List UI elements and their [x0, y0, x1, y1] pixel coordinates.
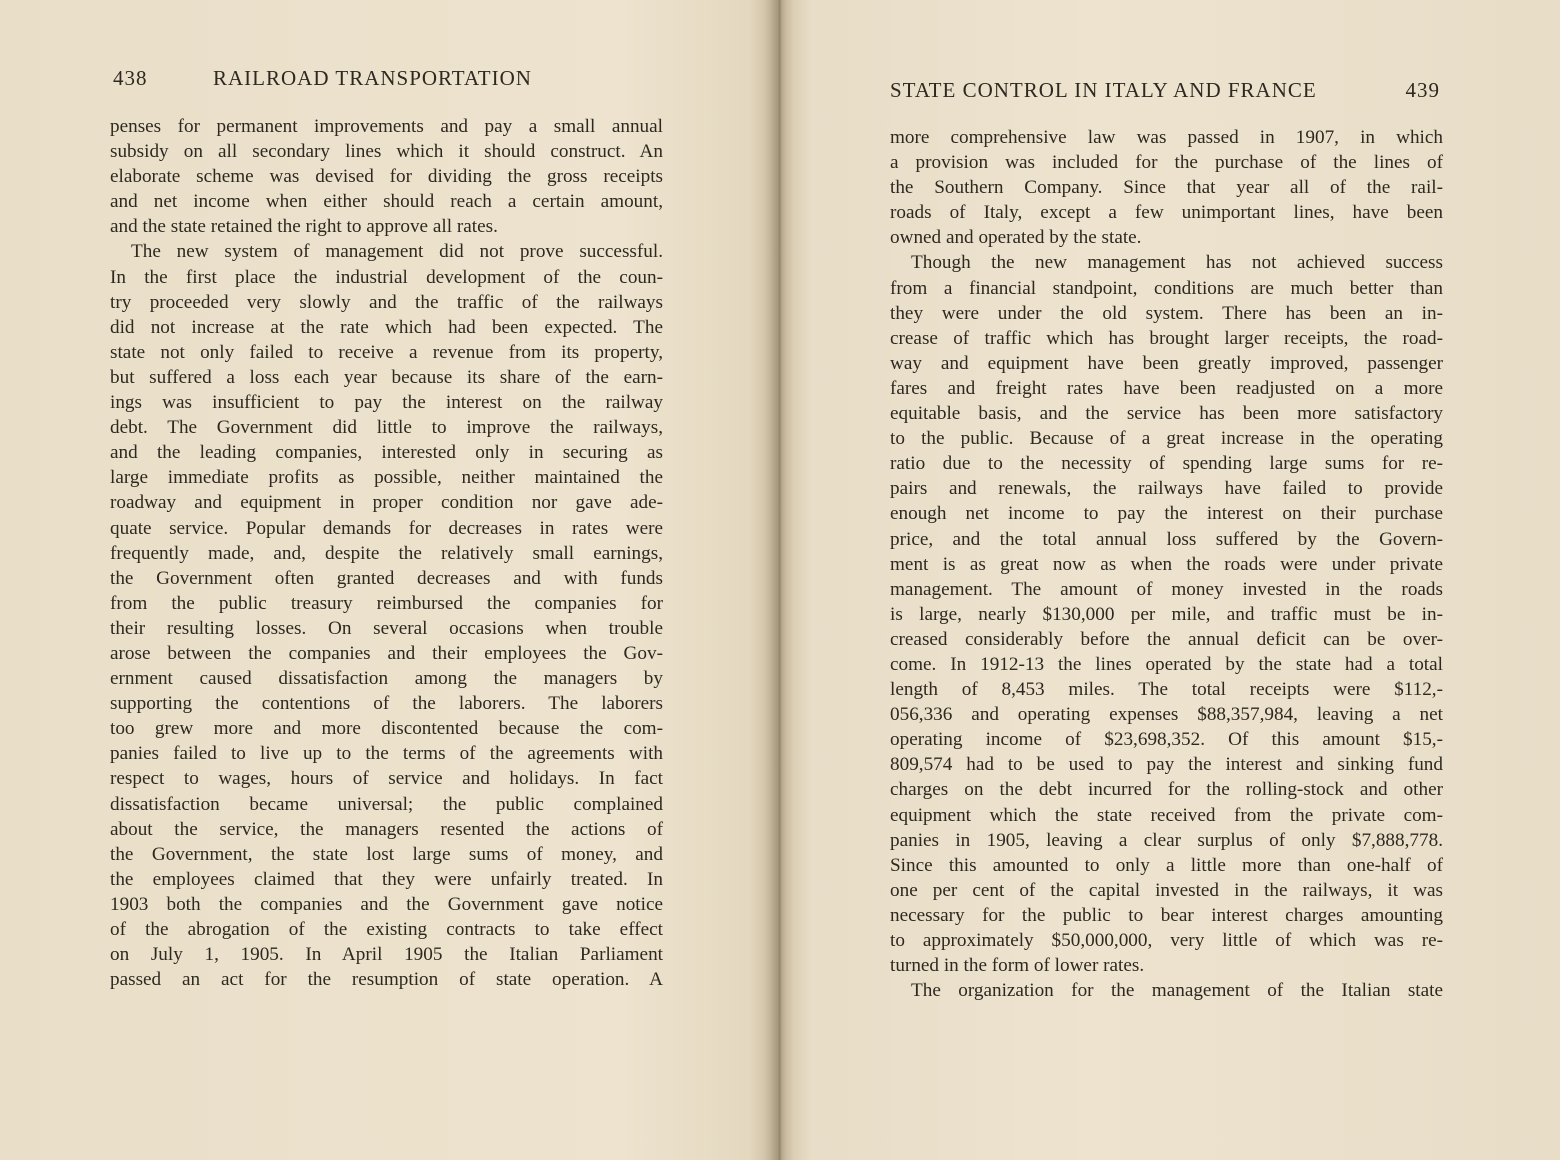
text-line: come. In 1912-13 the lines operated by the state had a total [890, 653, 1443, 675]
left-page-number: 438 [113, 66, 148, 90]
text-line: crease of traffic which has brought larger receipts, the road- [890, 327, 1443, 349]
text-line: did not increase at the rate which had been expected. The [110, 316, 663, 338]
text-line: equipment which the state received from the private com- [890, 804, 1443, 826]
text-line: from the public treasury reimbursed the companies for [110, 592, 663, 614]
text-line: arose between the companies and their employees the Gov- [110, 642, 663, 664]
right-running-title: STATE CONTROL IN ITALY AND FRANCE [890, 78, 1317, 102]
text-line: fares and freight rates have been readjusted on a more [890, 377, 1443, 399]
text-line: panies failed to live up to the terms of the agreements with [110, 743, 663, 765]
text-line: from a financial standpoint, conditions are much better than [890, 277, 1443, 299]
text-line: about the service, the managers resented the actions of [110, 818, 663, 840]
right-body-text [890, 125, 1443, 1003]
text-line: and the state retained the right to approve all rates. [110, 216, 498, 238]
text-line: equitable basis, and the service has been more satisfactory [890, 403, 1443, 425]
text-line: large immediate profits as possible, neither maintained the [110, 467, 663, 489]
text-line: subsidy on all secondary lines which it should construct. An [110, 141, 663, 163]
text-line: and the leading companies, interested only in securing as [110, 442, 663, 464]
left-body-text [110, 114, 663, 992]
text-line: the Southern Company. Since that year all of the rail- [890, 177, 1443, 199]
text-line: ment is as great now as when the roads were under private [890, 553, 1443, 575]
text-line: elaborate scheme was devised for dividing the gross receipts [110, 166, 663, 188]
text-line: The organization for the management of the Italian state [911, 980, 1443, 1002]
text-line: way and equipment have been greatly improved, passenger [890, 352, 1443, 374]
text-line: frequently made, and, despite the relatively small earnings, [110, 542, 663, 564]
text-line: they were under the old system. There has been an in- [890, 302, 1443, 324]
text-line: necessary for the public to bear interest charges amounting [890, 904, 1443, 926]
text-line: is large, nearly $130,000 per mile, and traffic must be in- [890, 603, 1443, 625]
text-line: Though the new management has not achieved success [911, 252, 1443, 274]
text-line: but suffered a loss each year because its share of the earn- [110, 366, 663, 388]
text-line: dissatisfaction became universal; the public complained [110, 793, 663, 815]
text-line: too grew more and more discontented because the com- [110, 718, 663, 740]
text-line: enough net income to pay the interest on their purchase [890, 503, 1443, 525]
text-line: state not only failed to receive a revenue from its property, [110, 341, 663, 363]
text-line: Since this amounted to only a little more than one-half of [890, 854, 1443, 876]
text-line: try proceeded very slowly and the traffic of the railways [110, 291, 663, 313]
text-line: roads of Italy, except a few unimportant lines, have been [890, 202, 1443, 224]
text-line: owned and operated by the state. [890, 227, 1142, 249]
text-line: respect to wages, hours of service and holidays. In fact [110, 768, 663, 790]
text-line: of the abrogation of the existing contracts to take effect [110, 919, 663, 940]
text-line: turned in the form of lower rates. [890, 955, 1145, 977]
text-line: management. The amount of money invested in the roads [890, 578, 1443, 600]
text-line: and net income when either should reach a certain amount, [110, 191, 663, 213]
text-line: the Government, the state lost large sums of money, and [110, 843, 663, 865]
text-line: to approximately $50,000,000, very little of which was re- [890, 930, 1443, 951]
text-line: 809,574 had to be used to pay the interest and sinking fund [890, 754, 1443, 776]
text-line: to the public. Because of a great increase in the operating [890, 428, 1443, 450]
text-line: ernment caused dissatisfaction among the managers by [110, 668, 663, 690]
text-line: panies in 1905, leaving a clear surplus of only $7,888,778. [890, 829, 1443, 851]
right-page [780, 0, 1560, 1160]
text-line: debt. The Government did little to improve the railways, [110, 417, 663, 439]
text-line: 1903 both the companies and the Government gave notice [110, 893, 663, 915]
text-line: supporting the contentions of the laborers. The laborers [110, 693, 663, 715]
text-line: In the first place the industrial development of the coun- [110, 266, 663, 288]
text-line: ratio due to the necessity of spending large sums for re- [890, 453, 1443, 475]
text-line: charges on the debt incurred for the rolling-stock and other [890, 779, 1443, 801]
text-line: on July 1, 1905. In April 1905 the Italian Parliament [110, 944, 663, 966]
text-line: operating income of $23,698,352. Of this amount $15,- [890, 729, 1443, 751]
text-line: one per cent of the capital invested in the railways, it was [890, 879, 1443, 901]
text-line: roadway and equipment in proper condition nor gave ade- [110, 492, 663, 514]
text-line: the employees claimed that they were unfairly treated. In [110, 868, 663, 890]
left-running-title: RAILROAD TRANSPORTATION [213, 66, 532, 90]
text-line: price, and the total annual loss suffered by the Govern- [890, 528, 1443, 550]
text-line: 056,336 and operating expenses $88,357,984, leaving a net [890, 704, 1443, 726]
text-line: quate service. Popular demands for decreases in rates were [110, 517, 663, 539]
text-line: a provision was included for the purchase of the lines of [890, 152, 1443, 174]
text-line: ings was insufficient to pay the interest on the railway [110, 392, 663, 414]
text-line: the Government often granted decreases and with funds [110, 567, 663, 589]
text-line: creased considerably before the annual deficit can be over- [890, 628, 1443, 650]
text-line: The new system of management did not prove successful. [131, 241, 663, 263]
text-line: passed an act for the resumption of state operation. A [110, 969, 663, 991]
right-page-number: 439 [1405, 78, 1440, 102]
text-line: their resulting losses. On several occasions when trouble [110, 617, 663, 639]
text-line: more comprehensive law was passed in 1907, in which [890, 127, 1443, 148]
text-line: penses for permanent improvements and pay a small annual [110, 116, 663, 137]
text-line: length of 8,453 miles. The total receipts were $112,- [890, 679, 1443, 701]
text-line: pairs and renewals, the railways have failed to provide [890, 478, 1443, 500]
